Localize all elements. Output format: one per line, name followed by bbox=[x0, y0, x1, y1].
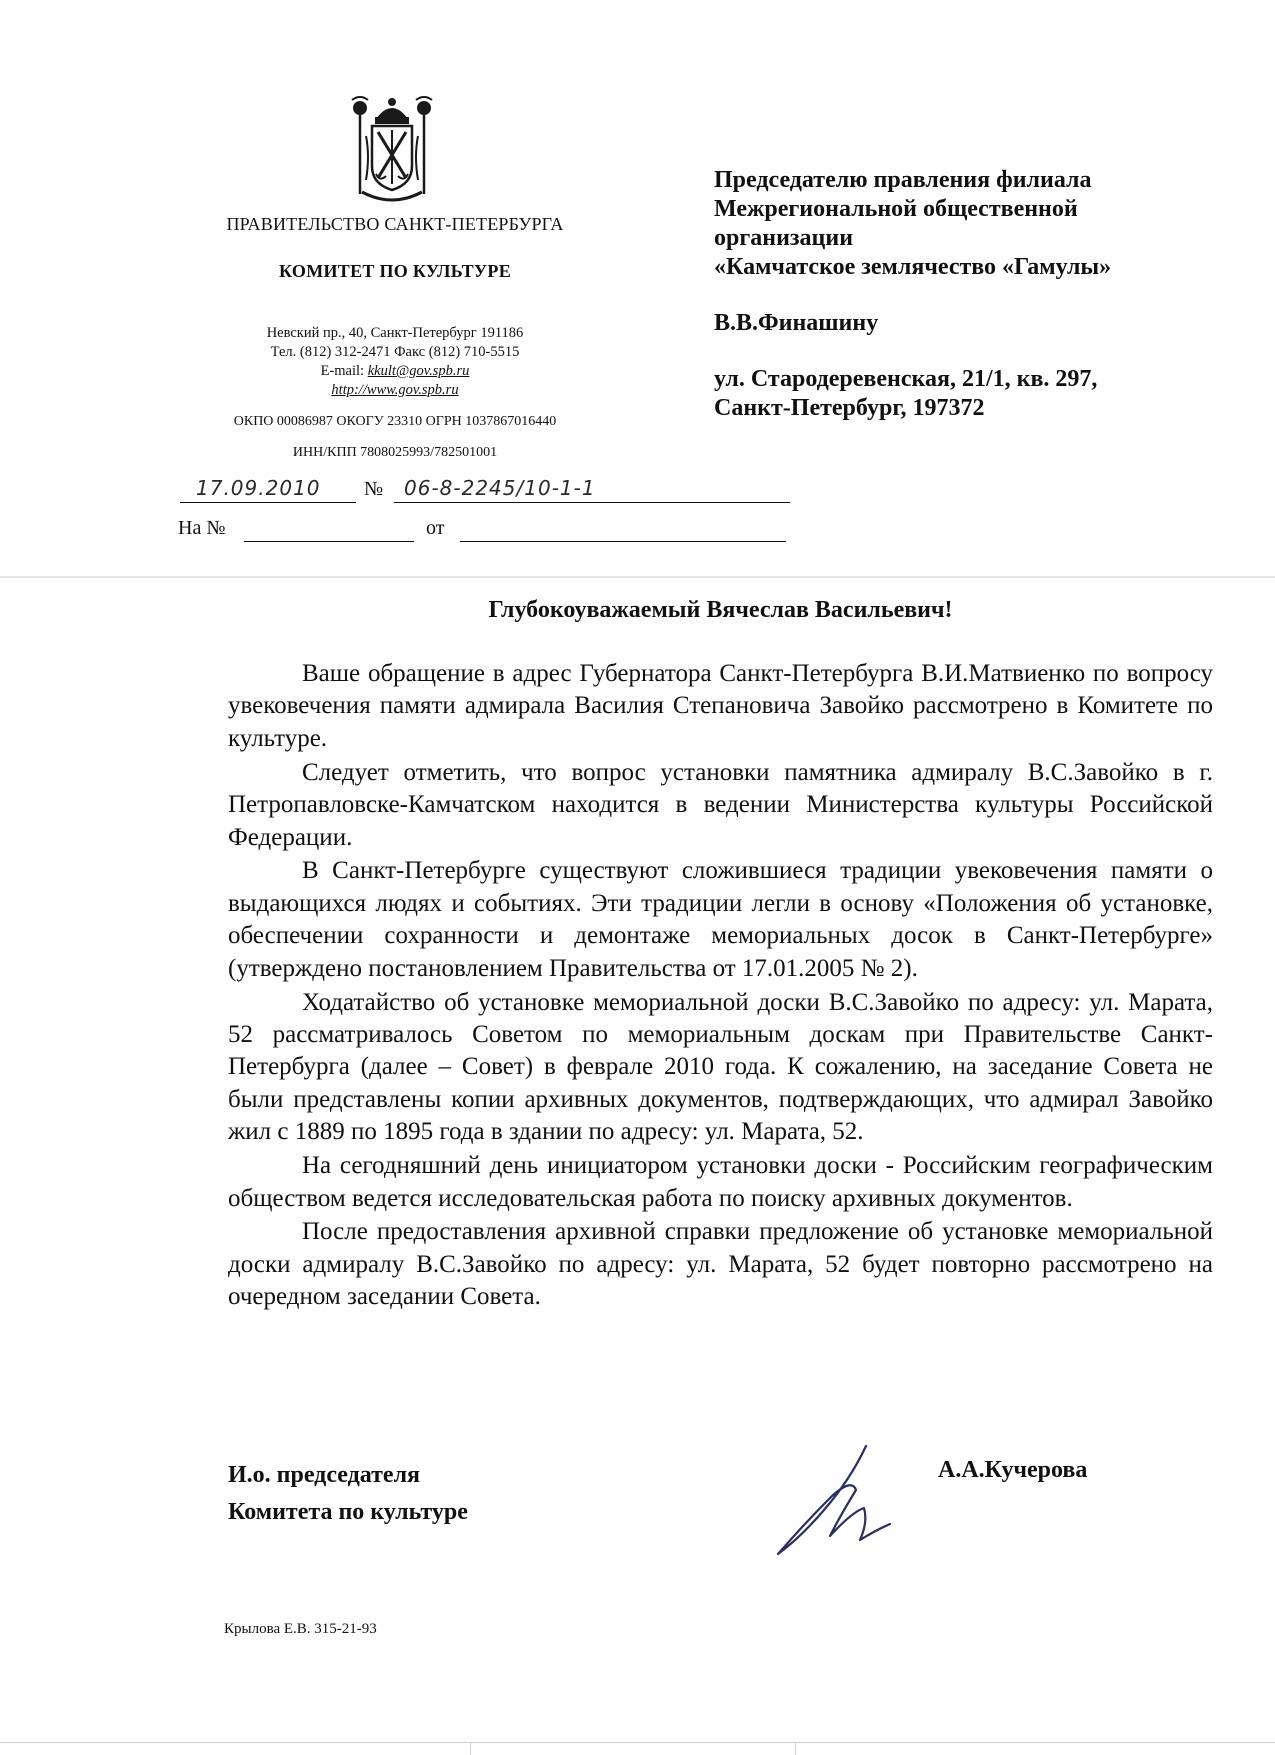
email-link[interactable]: kkult@gov.spb.ru bbox=[367, 363, 470, 379]
page-edge-mark bbox=[470, 1742, 471, 1755]
addressee-street: ул. Стародеревенская, 21/1, кв. 297, bbox=[714, 366, 1098, 392]
reply-reference-line bbox=[178, 517, 618, 545]
registration-line bbox=[180, 474, 620, 504]
signatory-title bbox=[228, 1457, 468, 1531]
committee-phone: Тел. (812) 312-2471 Факс (812) 710-5515 bbox=[270, 344, 520, 360]
st-petersburg-coat-of-arms-icon bbox=[340, 96, 444, 208]
registration-date-field bbox=[180, 474, 356, 503]
committee-address: Невский пр., 40, Санкт-Петербург 191186 bbox=[266, 325, 524, 341]
addressee-line: Межрегиональной общественной bbox=[714, 196, 1078, 222]
body-paragraph: На сегодняшний день инициатором установки доски - Российским географическим обществом ведется исследовательская работа по поиску архивных документов. bbox=[228, 1152, 1213, 1212]
addressee-name: В.В.Финашину bbox=[714, 310, 879, 336]
addressee-block bbox=[714, 166, 1254, 423]
letter-body bbox=[228, 658, 1213, 1315]
page-edge-mark bbox=[795, 1742, 796, 1755]
reply-date-label: от bbox=[426, 517, 445, 539]
fold-line bbox=[0, 576, 1275, 578]
registration-date: 17.09.2010 bbox=[196, 476, 321, 500]
signatory-name: А.А.Кучерова bbox=[938, 1457, 1088, 1483]
reply-number-label: На № bbox=[178, 517, 226, 539]
government-name: ПРАВИТЕЛЬСТВО САНКТ-ПЕТЕРБУРГА bbox=[226, 214, 564, 234]
registration-number: 06-8-2245/10-1-1 bbox=[404, 476, 596, 500]
body-paragraph: Ходатайство об установке мемориальной доски В.С.Завойко по адресу: ул. Марата, 52 рассматривалось Советом по мемориальным доскам при Правительстве Санкт-Петербурга (далее – Совет) в феврале 2010 года. К сожалению, на заседание Совета не были представлены копии архивных документов, подтверждающих, что адмирал Завойко жил с 1889 по 1895 года в здании по адресу: ул. Марата, 52. bbox=[228, 988, 1213, 1146]
body-paragraph: Следует отметить, что вопрос установки памятника адмиралу В.С.Завойко в г. Петропавловске-Камчатском находится в ведении Министерства культуры Российской Федерации. bbox=[228, 758, 1213, 851]
registration-number-field bbox=[394, 474, 790, 503]
committee-website-line bbox=[160, 381, 630, 400]
committee-name: КОМИТЕТ ПО КУЛЬТУРЕ bbox=[278, 261, 512, 281]
page-edge bbox=[0, 1742, 1275, 1743]
registry-codes: ОКПО 00086987 ОКОГУ 23310 ОГРН 1037867016440 bbox=[233, 414, 557, 429]
addressee-line: организации bbox=[714, 225, 854, 251]
website-link[interactable]: http://www.gov.spb.ru bbox=[331, 382, 459, 398]
addressee-line: Председателю правления филиала bbox=[714, 167, 1092, 193]
addressee-city: Санкт-Петербург, 197372 bbox=[714, 395, 985, 421]
inn-kpp: ИНН/КПП 7808025993/782501001 bbox=[292, 445, 498, 460]
signatory-title-line: Комитета по культуре bbox=[228, 1499, 468, 1525]
salutation: Глубокоуважаемый Вячеслав Васильевич! bbox=[488, 597, 953, 623]
reply-number-blank bbox=[244, 541, 414, 542]
body-paragraph: После предоставления архивной справки предложение об установке мемориальной доски адмиралу В.С.Завойко по адресу: ул. Марата, 52 будет повторно рассмотрено на очередном заседании Совета. bbox=[228, 1218, 1213, 1311]
email-label: E-mail: bbox=[320, 363, 365, 379]
committee-email-line bbox=[160, 362, 630, 381]
addressee-line: «Камчатское землячество «Гамулы» bbox=[714, 254, 1112, 280]
signatory-title-line: И.о. председателя bbox=[228, 1462, 421, 1488]
handwritten-signature-icon bbox=[760, 1440, 900, 1560]
executor-contact: Крылова Е.В. 315-21-93 bbox=[224, 1621, 377, 1637]
body-paragraph: В Санкт-Петербурге существуют сложившиеся традиции увековечения памяти о выдающихся людях и событиях. Эти традиции легли в основу «Положения об установке, обеспечении сохранности и демонтаже мемориальных досок в Санкт-Петербурге» (утверждено постановлением Правительства от 17.01.2005 № 2). bbox=[228, 857, 1213, 982]
number-sign: № bbox=[364, 478, 384, 500]
body-paragraph: Ваше обращение в адрес Губернатора Санкт-Петербурга В.И.Матвиенко по вопросу увековечения памяти адмирала Василия Степановича Завойко рассмотрено в Комитете по культуре. bbox=[228, 660, 1213, 752]
reply-date-blank bbox=[460, 541, 786, 542]
